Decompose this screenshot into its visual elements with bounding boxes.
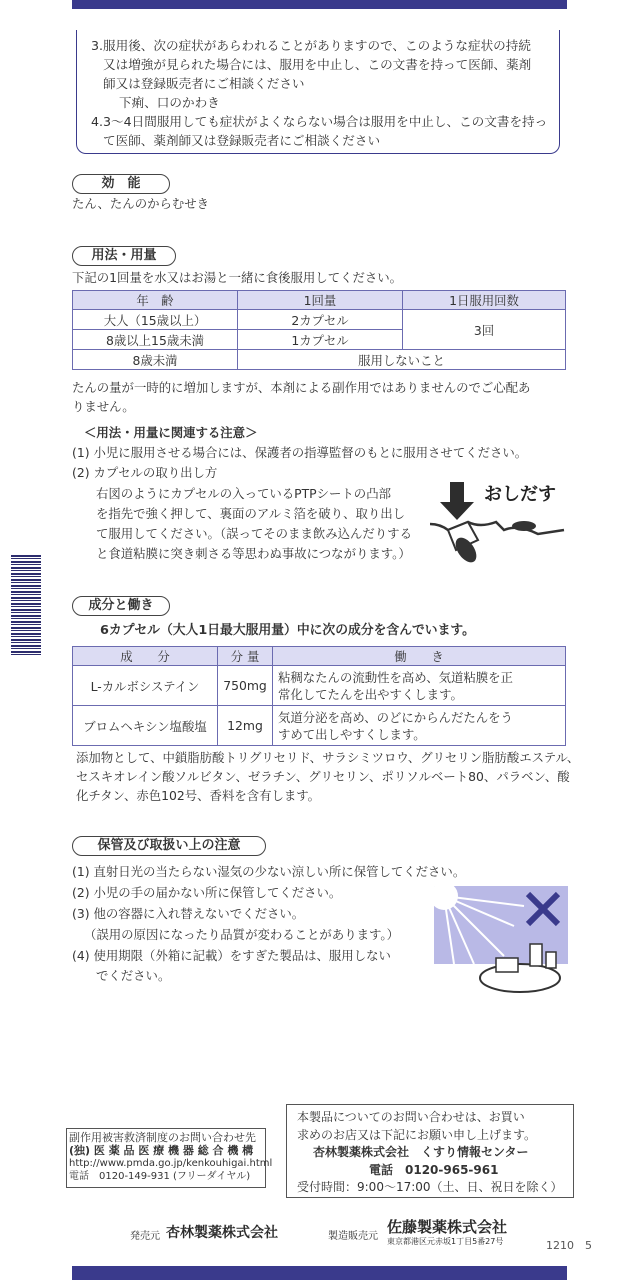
storage-item: でください。 — [96, 968, 171, 983]
times-cell: 3回 — [403, 310, 566, 350]
precaution-line: 3.服用後、次の症状があらわれることがありますので、このような症状の持続 — [91, 38, 531, 53]
ingredients-heading: 成分と働き — [72, 596, 170, 616]
additives: 化チタン、赤色102号、香料を含有します。 — [76, 788, 321, 803]
action-line: すめて出しやすくします。 — [278, 726, 426, 742]
ingredient-action — [273, 666, 566, 706]
inquiry-line: 求めのお店又は下記にお願い申し上げます。 — [297, 1127, 537, 1142]
additives: 添加物として、中鎖脂肪酸トリグリセリド、サラシミツロウ、グリセリン脂肪酸エステル、 — [76, 750, 580, 765]
precaution-line: 又は増強が見られた場合には、服用を中止し、この文書を持って医師、薬剤 — [103, 57, 532, 72]
col-times: 1日服用回数 — [403, 291, 566, 310]
age-cell: 大人（15歳以上） — [73, 310, 238, 330]
precaution-line: 下痢、口のかわき — [119, 95, 220, 110]
precautions-box — [76, 30, 560, 154]
additives: セスキオレイン酸ソルビタン、ゼラチン、グリセリン、ポリソルベート80、パラベン、酸 — [76, 769, 570, 784]
ingredient-name: L-カルボシステイン — [73, 666, 218, 706]
inquiry-phone: 電話 0120-965-961 — [369, 1162, 499, 1177]
action-line: 気道分泌を高め、のどにからんだたんをう — [278, 709, 513, 725]
relief-phone: 電話 0120-149-931 (フリーダイヤル) — [69, 1171, 251, 1182]
press-out-illustration — [428, 478, 568, 568]
relief-line: (独) 医 薬 品 医 療 機 器 総 合 機 構 — [69, 1144, 254, 1157]
inquiry-center: 杏林製薬株式会社 くすり情報センター — [313, 1145, 529, 1159]
relief-system-box — [66, 1128, 273, 1188]
bottom-band — [72, 1266, 567, 1280]
ptp-description: を指先で強く押して、裏面のアルミ箔を破り、取り出し — [96, 506, 406, 521]
efficacy-heading: 効 能 — [72, 174, 170, 194]
storage-item: (3) 他の容器に入れ替えないでください。 — [72, 906, 305, 921]
seller-label: 発売元 — [130, 1231, 160, 1242]
ingredient-qty: 12mg — [218, 706, 273, 746]
col-qty: 分 量 — [218, 647, 273, 666]
ingredients-table — [72, 646, 566, 746]
seller-name: 杏林製薬株式会社 — [166, 1225, 278, 1241]
storage-heading: 保管及び取扱い上の注意 — [72, 836, 266, 856]
dosage-heading: 用法・用量 — [72, 246, 176, 266]
barcode — [11, 555, 41, 655]
col-action: 働 き — [273, 647, 566, 666]
ingredient-action — [273, 706, 566, 746]
dosage-intro: 下記の1回量を水又はお湯と一緒に食後服用してください。 — [72, 270, 403, 285]
amount-cell: 服用しないこと — [238, 350, 566, 370]
col-name: 成 分 — [73, 647, 218, 666]
ptp-description: て服用してください。（誤ってそのまま飲み込んだりする — [96, 526, 412, 541]
maker-label: 製造販売元 — [328, 1231, 378, 1242]
age-cell: 8歳以上15歳未満 — [73, 330, 238, 350]
inquiry-line: 本製品についてのお問い合わせは、お買い — [297, 1110, 525, 1124]
ptp-description: と食道粘膜に突き刺さる等思わぬ事故につながります。） — [96, 546, 411, 561]
col-amount: 1回量 — [238, 291, 403, 310]
efficacy-text: たん、たんのからむせき — [72, 196, 210, 211]
amount-cell: 2カプセル — [238, 310, 403, 330]
action-line: 粘稠なたんの流動性を高め、気道粘膜を正 — [278, 669, 513, 685]
relief-line: 副作用被害救済制度のお問い合わせ先 — [69, 1131, 256, 1144]
press-out-label: おしだす — [484, 484, 556, 505]
age-cell: 8歳未満 — [73, 350, 238, 370]
storage-item: (1) 直射日光の当たらない湿気の少ない涼しい所に保管してください。 — [72, 864, 466, 879]
top-band — [72, 0, 567, 9]
maker-name: 佐藤製薬株式会社 — [387, 1218, 508, 1236]
sunlight-prohibited-illustration — [434, 886, 568, 996]
ptp-description: 右図のようにカプセルの入っているPTPシートの凸部 — [96, 486, 391, 501]
ingredient-qty: 750mg — [218, 666, 273, 706]
relief-url: http://www.pmda.go.jp/kenkouhigai.html — [69, 1158, 273, 1169]
storage-item: （誤用の原因になったり品質が変わることがあります。） — [84, 927, 399, 942]
amount-cell: 1カプセル — [238, 330, 403, 350]
inquiry-box — [286, 1104, 574, 1198]
precaution-line: 師又は登録販売者にご相談ください — [103, 76, 305, 91]
storage-item: (2) 小児の手の届かない所に保管してください。 — [72, 885, 342, 900]
storage-item: (4) 使用期限（外箱に記載）をすぎた製品は、服用しない — [72, 948, 391, 963]
dosage-note-item: (2) カプセルの取り出し方 — [72, 465, 218, 480]
document-code: 1210 5 — [546, 1239, 592, 1252]
maker-address: 東京都港区元赤坂1丁目5番27号 — [387, 1237, 504, 1246]
precaution-line: 4.3〜4日間服用しても症状がよくならない場合は服用を中止し、この文書を持っ — [91, 114, 548, 129]
dosage-note: りません。 — [72, 399, 135, 414]
dosage-notes-heading: ＜用法・用量に関連する注意＞ — [84, 425, 258, 440]
dosage-note: たんの量が一時的に増加しますが、本剤による副作用ではありませんのでご心配あ — [72, 380, 531, 395]
dosage-note-item: (1) 小児に服用させる場合には、保護者の指導監督のもとに服用させてください。 — [72, 445, 528, 460]
col-age: 年 齢 — [73, 291, 238, 310]
precaution-line: て医師、薬剤師又は登録販売者にご相談ください — [103, 133, 381, 148]
ingredients-intro: 6カプセル（大人1日最大服用量）中に次の成分を含んでいます。 — [100, 623, 475, 638]
action-line: 常化してたんを出やすくします。 — [278, 686, 463, 702]
ingredient-name: ブロムヘキシン塩酸塩 — [73, 706, 218, 746]
dosage-table — [72, 290, 566, 370]
inquiry-hours: 受付時間：9:00〜17:00（土、日、祝日を除く） — [297, 1180, 563, 1194]
